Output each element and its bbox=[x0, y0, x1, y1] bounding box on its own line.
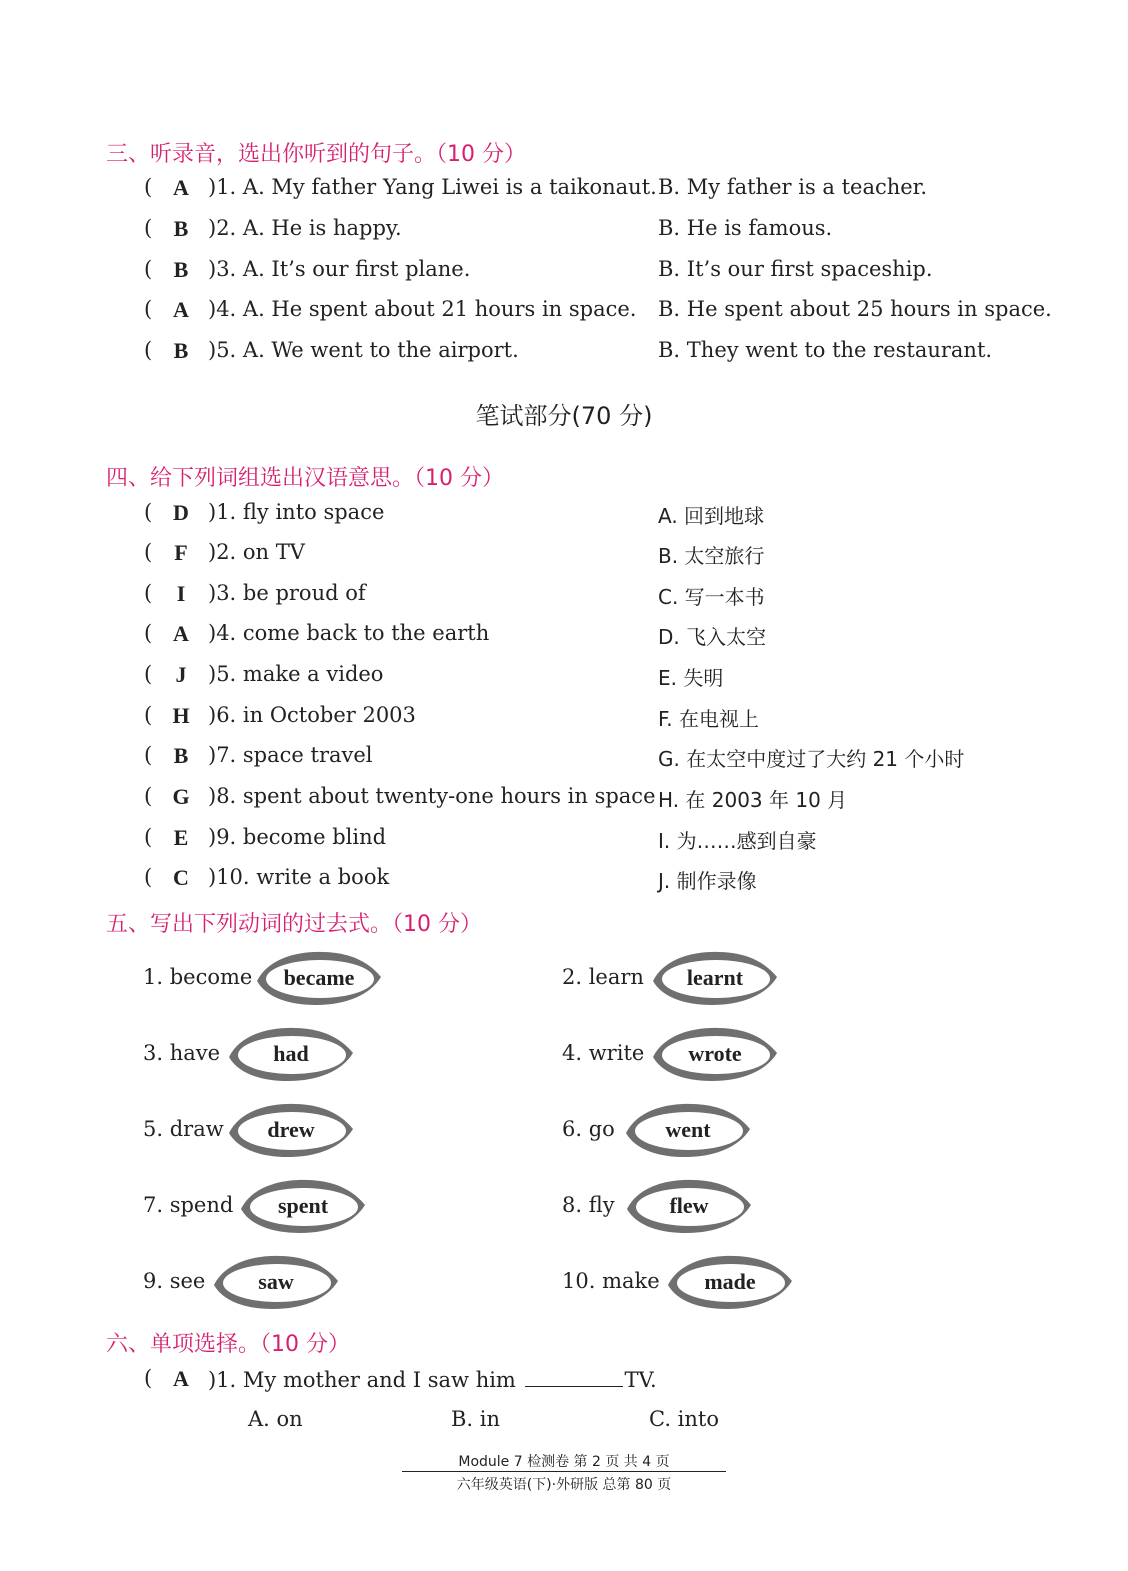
phrase: )3. be proud of bbox=[208, 581, 366, 605]
past-tense-answer: wrote bbox=[688, 1041, 742, 1066]
meaning-option: J. 制作录像 bbox=[658, 869, 757, 893]
paren: ( bbox=[144, 500, 153, 524]
verb-label: 2. learn bbox=[562, 965, 644, 989]
paren: ( bbox=[144, 257, 153, 281]
meaning-option: I. 为……感到自豪 bbox=[658, 829, 817, 853]
option-b: B. He spent about 25 hours in space. bbox=[658, 297, 1052, 321]
leaf-answer-box bbox=[226, 1023, 356, 1085]
meaning-option: A. 回到地球 bbox=[658, 504, 765, 528]
meaning-option: C. 写一本书 bbox=[658, 585, 765, 609]
answer: B bbox=[173, 743, 189, 768]
meaning-option: B. 太空旅行 bbox=[658, 544, 765, 568]
meaning-option: H. 在 2003 年 10 月 bbox=[658, 788, 848, 812]
verb-label: 3. have bbox=[143, 1041, 221, 1065]
footer-module-page: Module 7 检测卷 第 2 页 共 4 页 bbox=[458, 1454, 670, 1470]
section-5-title: 五、写出下列动词的过去式。（10 分） bbox=[106, 912, 482, 937]
answer: D bbox=[173, 500, 189, 525]
answer: G bbox=[172, 784, 190, 809]
leaf-answer-box bbox=[624, 1175, 754, 1237]
paren: ( bbox=[144, 743, 153, 767]
past-tense-answer: made bbox=[704, 1269, 756, 1294]
past-tense-answer: went bbox=[665, 1117, 711, 1142]
section-6-title: 六、单项选择。（10 分） bbox=[106, 1332, 350, 1357]
past-tense-answer: saw bbox=[258, 1269, 294, 1294]
meaning-option: E. 失明 bbox=[658, 666, 724, 690]
past-tense-answer: had bbox=[273, 1041, 309, 1066]
leaf-answer-box bbox=[665, 1251, 795, 1313]
question-after-blank: TV. bbox=[624, 1368, 657, 1392]
answer: H bbox=[172, 703, 190, 728]
phrase: )8. spent about twenty-one hours in space bbox=[208, 784, 656, 808]
answer: B bbox=[173, 338, 189, 363]
leaf-answer-box bbox=[650, 947, 780, 1009]
phrase: )2. on TV bbox=[208, 540, 305, 564]
option-b: B. He is famous. bbox=[658, 216, 833, 240]
choice-a: A. on bbox=[248, 1407, 303, 1431]
meaning-option: F. 在电视上 bbox=[658, 707, 760, 731]
section-3-title: 三、听录音，选出你听到的句子。（10 分） bbox=[106, 142, 526, 167]
phrase: )5. make a video bbox=[208, 662, 384, 686]
paren: ( bbox=[144, 865, 153, 889]
verb-label: 4. write bbox=[562, 1041, 645, 1065]
paren: ( bbox=[144, 581, 153, 605]
option-b: B. My father is a teacher. bbox=[658, 175, 928, 199]
choice-c: C. into bbox=[649, 1407, 719, 1431]
footer-book-page: 六年级英语(下)·外研版 总第 80 页 bbox=[456, 1477, 672, 1493]
option-a: )4. A. He spent about 21 hours in space. bbox=[208, 297, 637, 321]
footer-divider bbox=[402, 1471, 726, 1472]
verb-label: 6. go bbox=[562, 1117, 615, 1141]
paren: ( bbox=[144, 175, 153, 199]
paren: ( bbox=[144, 784, 153, 808]
past-tense-answer: drew bbox=[267, 1117, 315, 1142]
leaf-answer-box bbox=[650, 1023, 780, 1085]
answer: B bbox=[173, 257, 189, 282]
question-text bbox=[208, 1366, 657, 1392]
answer: A bbox=[173, 297, 189, 322]
choice-b: B. in bbox=[451, 1407, 501, 1431]
phrase: )1. fly into space bbox=[208, 500, 385, 524]
leaf-answer-box bbox=[211, 1251, 341, 1313]
answer: I bbox=[176, 581, 186, 606]
answer: A bbox=[173, 1366, 189, 1391]
phrase: )4. come back to the earth bbox=[208, 621, 490, 645]
answer: C bbox=[173, 865, 189, 890]
paren: ( bbox=[144, 662, 153, 686]
paren: ( bbox=[144, 621, 153, 645]
paren: ( bbox=[144, 216, 153, 240]
question-before-blank: )1. My mother and I saw him bbox=[208, 1368, 516, 1392]
answer: A bbox=[173, 175, 189, 200]
option-a: )2. A. He is happy. bbox=[208, 216, 402, 240]
section-4-title: 四、给下列词组选出汉语意思。（10 分） bbox=[106, 466, 504, 491]
verb-label: 8. fly bbox=[562, 1193, 615, 1217]
paren: ( bbox=[144, 540, 153, 564]
paren: ( bbox=[144, 297, 153, 321]
past-tense-answer: flew bbox=[669, 1193, 709, 1218]
meaning-option: G. 在太空中度过了大约 21 个小时 bbox=[658, 747, 965, 771]
meaning-option: D. 飞入太空 bbox=[658, 625, 767, 649]
paren: ( bbox=[144, 1366, 153, 1390]
past-tense-answer: became bbox=[283, 965, 355, 990]
verb-label: 9. see bbox=[143, 1269, 206, 1293]
option-a: )5. A. We went to the airport. bbox=[208, 338, 519, 362]
option-b: B. They went to the restaurant. bbox=[658, 338, 993, 362]
past-tense-answer: spent bbox=[277, 1193, 329, 1218]
leaf-answer-box bbox=[254, 947, 384, 1009]
paren: ( bbox=[144, 703, 153, 727]
option-b: B. It’s our first spaceship. bbox=[658, 257, 933, 281]
answer: E bbox=[173, 825, 189, 850]
phrase: )10. write a book bbox=[208, 865, 390, 889]
verb-label: 1. become bbox=[143, 965, 253, 989]
option-a: )3. A. It’s our first plane. bbox=[208, 257, 471, 281]
option-a: )1. A. My father Yang Liwei is a taikonaut. bbox=[208, 175, 657, 199]
answer: J bbox=[175, 662, 187, 687]
verb-label: 5. draw bbox=[143, 1117, 224, 1141]
paren: ( bbox=[144, 825, 153, 849]
answer: B bbox=[173, 216, 189, 241]
phrase: )7. space travel bbox=[208, 743, 373, 767]
verb-label: 10. make bbox=[562, 1269, 660, 1293]
leaf-answer-box bbox=[238, 1175, 368, 1237]
phrase: )6. in October 2003 bbox=[208, 703, 416, 727]
leaf-answer-box bbox=[623, 1099, 753, 1161]
phrase: )9. become blind bbox=[208, 825, 387, 849]
verb-label: 7. spend bbox=[143, 1193, 234, 1217]
paren: ( bbox=[144, 338, 153, 362]
leaf-answer-box bbox=[226, 1099, 356, 1161]
past-tense-answer: learnt bbox=[686, 965, 744, 990]
answer: F bbox=[174, 540, 188, 565]
answer-blank bbox=[525, 1366, 623, 1387]
written-part-title: 笔试部分(70 分) bbox=[475, 402, 653, 430]
answer: A bbox=[173, 621, 189, 646]
